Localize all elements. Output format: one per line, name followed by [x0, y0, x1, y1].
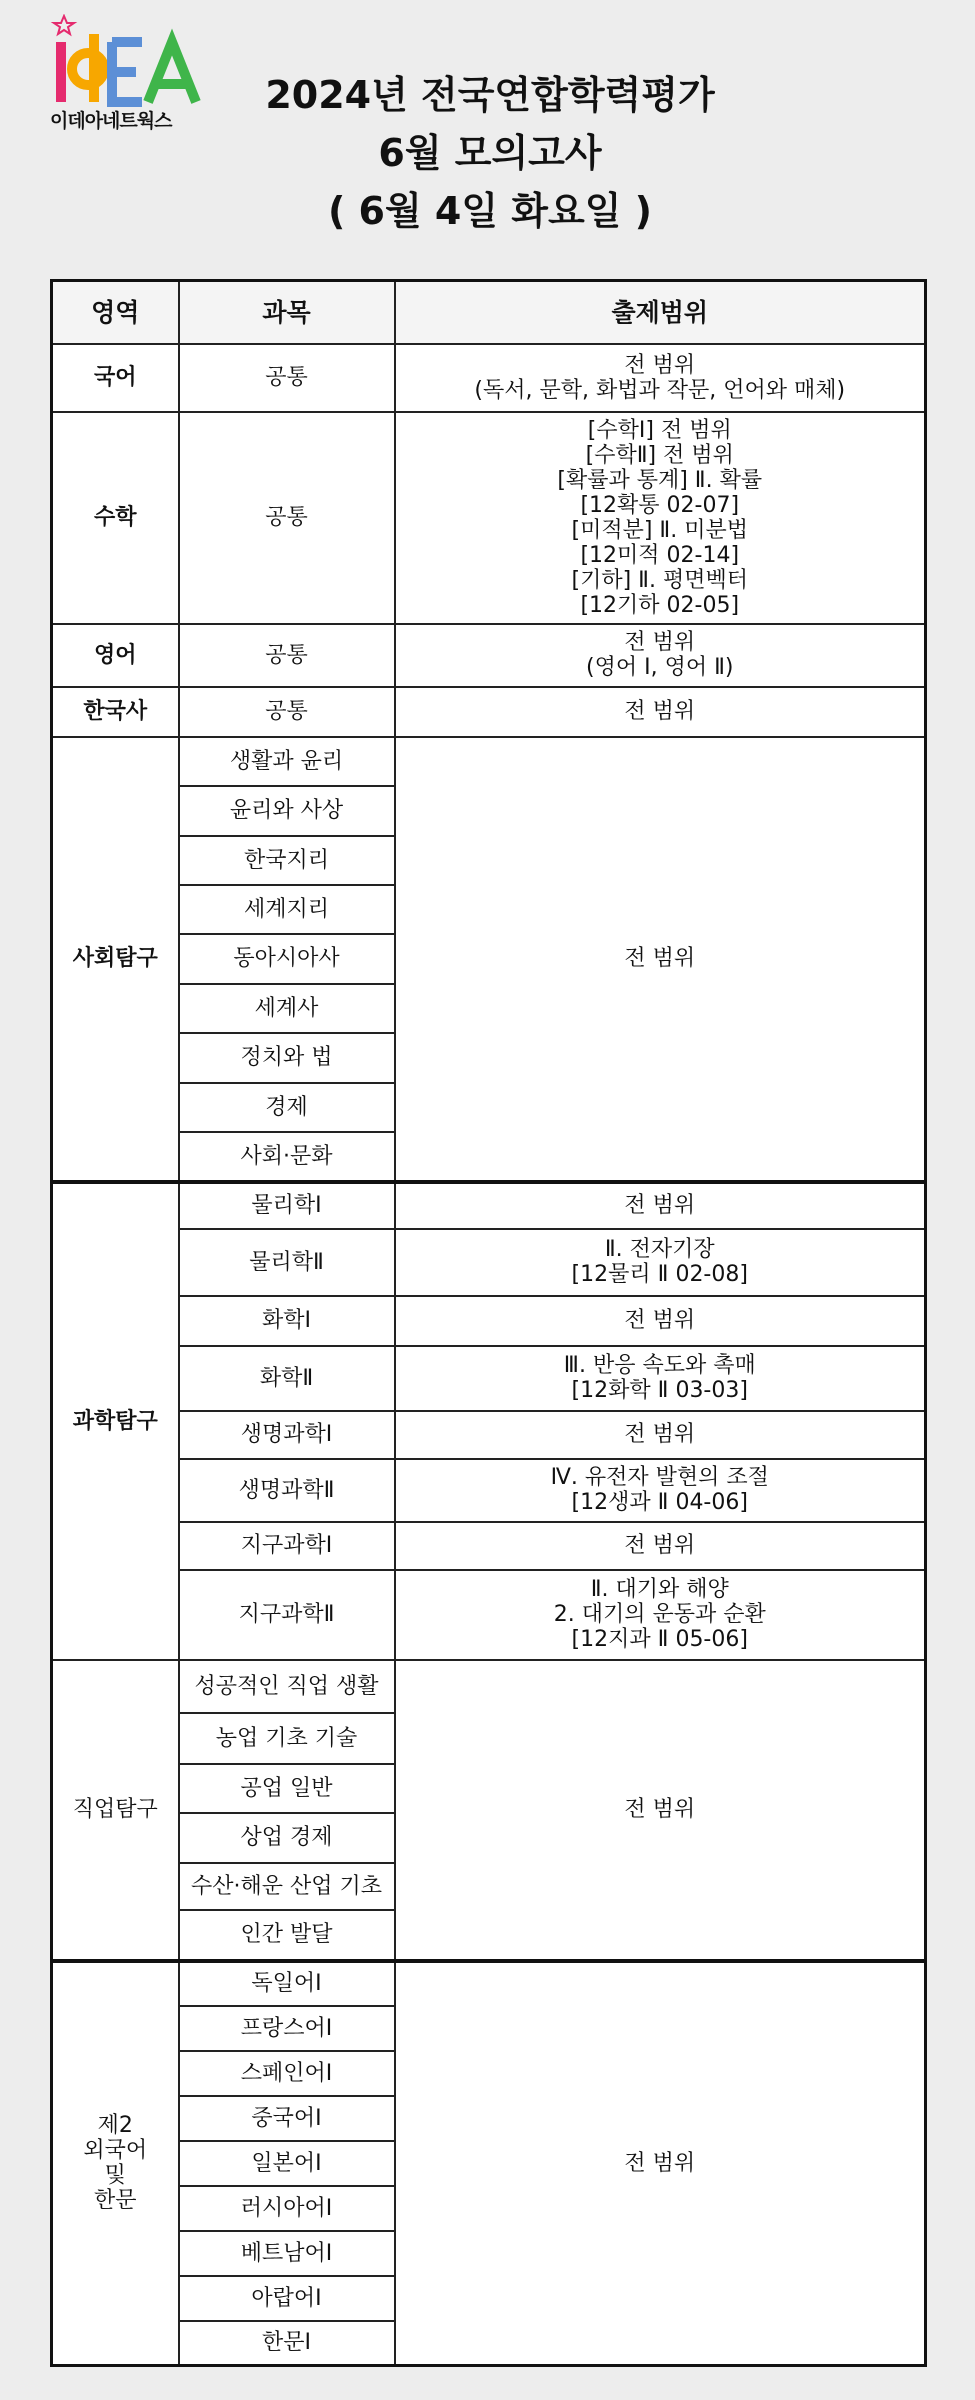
subject-cell: 베트남어Ⅰ [179, 2231, 395, 2276]
subject-cell: 화학Ⅱ [179, 1346, 395, 1411]
subject-cell: 한국지리 [179, 836, 395, 885]
subject-cell: 일본어Ⅰ [179, 2141, 395, 2186]
page-title [230, 66, 750, 240]
subject-cell: 러시아어Ⅰ [179, 2186, 395, 2231]
scope-line: Ⅱ. 전자기장 [604, 1237, 715, 1262]
scope-line: (영어 Ⅰ, 영어 Ⅱ) [586, 655, 734, 680]
scope-line: 전 범위 [624, 1193, 696, 1218]
subject-cell: 수산·해운 산업 기초 [179, 1863, 395, 1910]
scope-line: Ⅳ. 유전자 발현의 조절 [550, 1465, 769, 1490]
scope-cell [395, 1182, 926, 1229]
area-cell: 한국사 [52, 687, 179, 737]
scope-line: Ⅲ. 반응 속도와 촉매 [563, 1353, 756, 1378]
area-cell: 영어 [52, 624, 179, 687]
scope-cell [395, 1411, 926, 1459]
table-row [52, 1229, 926, 1296]
scope-line: [12미적 02-14] [580, 542, 740, 568]
scope-cell [395, 687, 926, 737]
table-row [52, 1346, 926, 1411]
title-line: 6월 모의고사 [378, 131, 602, 175]
subject-cell: 한문Ⅰ [179, 2321, 395, 2366]
table-row [52, 1570, 926, 1660]
subject-cell: 생활과 윤리 [179, 737, 395, 786]
scope-line: [12화학 Ⅱ 03-03] [571, 1378, 748, 1403]
table-row [52, 412, 926, 624]
subject-cell: 공통 [179, 687, 395, 737]
scope-line: 전 범위 [624, 946, 696, 971]
scope-cell [395, 344, 926, 412]
subject-cell: 상업 경제 [179, 1813, 395, 1863]
subject-cell: 화학Ⅰ [179, 1296, 395, 1346]
scope-line: [수학Ⅱ] 전 범위 [585, 442, 734, 468]
subject-cell: 프랑스어Ⅰ [179, 2006, 395, 2051]
header-subject: 과목 [179, 281, 395, 344]
subject-cell: 경제 [179, 1083, 395, 1132]
table-row [52, 1296, 926, 1346]
scope-line: 전 범위 [624, 630, 696, 655]
subject-cell: 사회·문화 [179, 1132, 395, 1182]
idea-logo-mark [50, 14, 210, 109]
header-scope: 출제범위 [395, 281, 926, 344]
subject-cell: 생명과학Ⅰ [179, 1411, 395, 1459]
subject-cell: 공통 [179, 412, 395, 624]
scope-cell [395, 1660, 926, 1961]
exam-scope-table [50, 279, 927, 2367]
subject-cell: 공통 [179, 344, 395, 412]
area-cell: 제2 외국어 및 한문 [52, 1961, 179, 2366]
table-row [52, 1961, 926, 2006]
subject-cell: 물리학Ⅰ [179, 1182, 395, 1229]
scope-cell [395, 1961, 926, 2366]
scope-line: Ⅱ. 대기와 해양 [590, 1577, 729, 1602]
subject-cell: 세계사 [179, 984, 395, 1033]
table-row [52, 737, 926, 786]
table-row [52, 1182, 926, 1229]
scope-line: 전 범위 [624, 2150, 696, 2176]
table-row [52, 1411, 926, 1459]
subject-cell: 성공적인 직업 생활 [179, 1660, 395, 1713]
scope-line: [12확통 02-07] [580, 492, 740, 518]
scope-line: 전 범위 [624, 1533, 696, 1558]
subject-cell: 중국어Ⅰ [179, 2096, 395, 2141]
table-row [52, 1660, 926, 1713]
subject-cell: 공통 [179, 624, 395, 687]
scope-cell [395, 737, 926, 1182]
subject-cell: 독일어Ⅰ [179, 1961, 395, 2006]
scope-line: [12지과 Ⅱ 05-06] [571, 1627, 748, 1652]
scope-line: (독서, 문학, 화법과 작문, 언어와 매체) [474, 377, 846, 403]
scope-line: [12물리 Ⅱ 02-08] [571, 1262, 748, 1287]
subject-cell: 정치와 법 [179, 1033, 395, 1083]
table-row [52, 687, 926, 737]
table-row [52, 344, 926, 412]
scope-line: [12생과 Ⅱ 04-06] [571, 1490, 748, 1515]
scope-cell [395, 1522, 926, 1570]
logo-text: 이데아네트웍스 [50, 110, 172, 132]
scope-line: [12기하 02-05] [580, 592, 740, 618]
area-cell: 직업탐구 [52, 1660, 179, 1961]
scope-cell [395, 1296, 926, 1346]
scope-line: [수학Ⅰ] 전 범위 [587, 417, 732, 443]
scope-cell [395, 1570, 926, 1660]
idea-logo [50, 14, 210, 134]
scope-cell [395, 412, 926, 624]
subject-cell: 공업 일반 [179, 1764, 395, 1813]
scope-line: 전 범위 [624, 1422, 696, 1447]
title-line: ( 6월 4일 화요일 ) [327, 189, 653, 233]
subject-cell: 스페인어Ⅰ [179, 2051, 395, 2096]
subject-cell: 생명과학Ⅱ [179, 1459, 395, 1522]
scope-line: [기하] Ⅱ. 평면벡터 [571, 567, 748, 593]
subject-cell: 아랍어Ⅰ [179, 2276, 395, 2321]
table-row [52, 1522, 926, 1570]
area-cell: 사회탐구 [52, 737, 179, 1182]
subject-cell: 지구과학Ⅰ [179, 1522, 395, 1570]
scope-line: 전 범위 [624, 352, 696, 378]
subject-cell: 지구과학Ⅱ [179, 1570, 395, 1660]
scope-line: [미적분] Ⅱ. 미분법 [571, 517, 748, 543]
subject-cell: 농업 기초 기술 [179, 1713, 395, 1764]
subject-cell: 윤리와 사상 [179, 786, 395, 836]
scope-line: 전 범위 [624, 1797, 696, 1822]
area-cell: 수학 [52, 412, 179, 624]
scope-line: 전 범위 [624, 1308, 696, 1333]
area-cell: 국어 [52, 344, 179, 412]
scope-line: 전 범위 [624, 699, 696, 724]
scope-cell [395, 1346, 926, 1411]
subject-cell: 인간 발달 [179, 1910, 395, 1961]
header-area: 영역 [52, 281, 179, 344]
scope-line: [확률과 통계] Ⅱ. 확률 [557, 467, 763, 493]
header-row [52, 281, 926, 344]
area-cell: 과학탐구 [52, 1182, 179, 1660]
subject-cell: 동아시아사 [179, 934, 395, 984]
scope-cell [395, 1459, 926, 1522]
scope-cell [395, 624, 926, 687]
subject-cell: 세계지리 [179, 885, 395, 934]
scope-cell [395, 1229, 926, 1296]
table-row [52, 1459, 926, 1522]
title-line: 2024년 전국연합학력평가 [265, 73, 715, 117]
scope-line: 2. 대기의 운동과 순환 [553, 1602, 766, 1627]
subject-cell: 물리학Ⅱ [179, 1229, 395, 1296]
table-row [52, 624, 926, 687]
